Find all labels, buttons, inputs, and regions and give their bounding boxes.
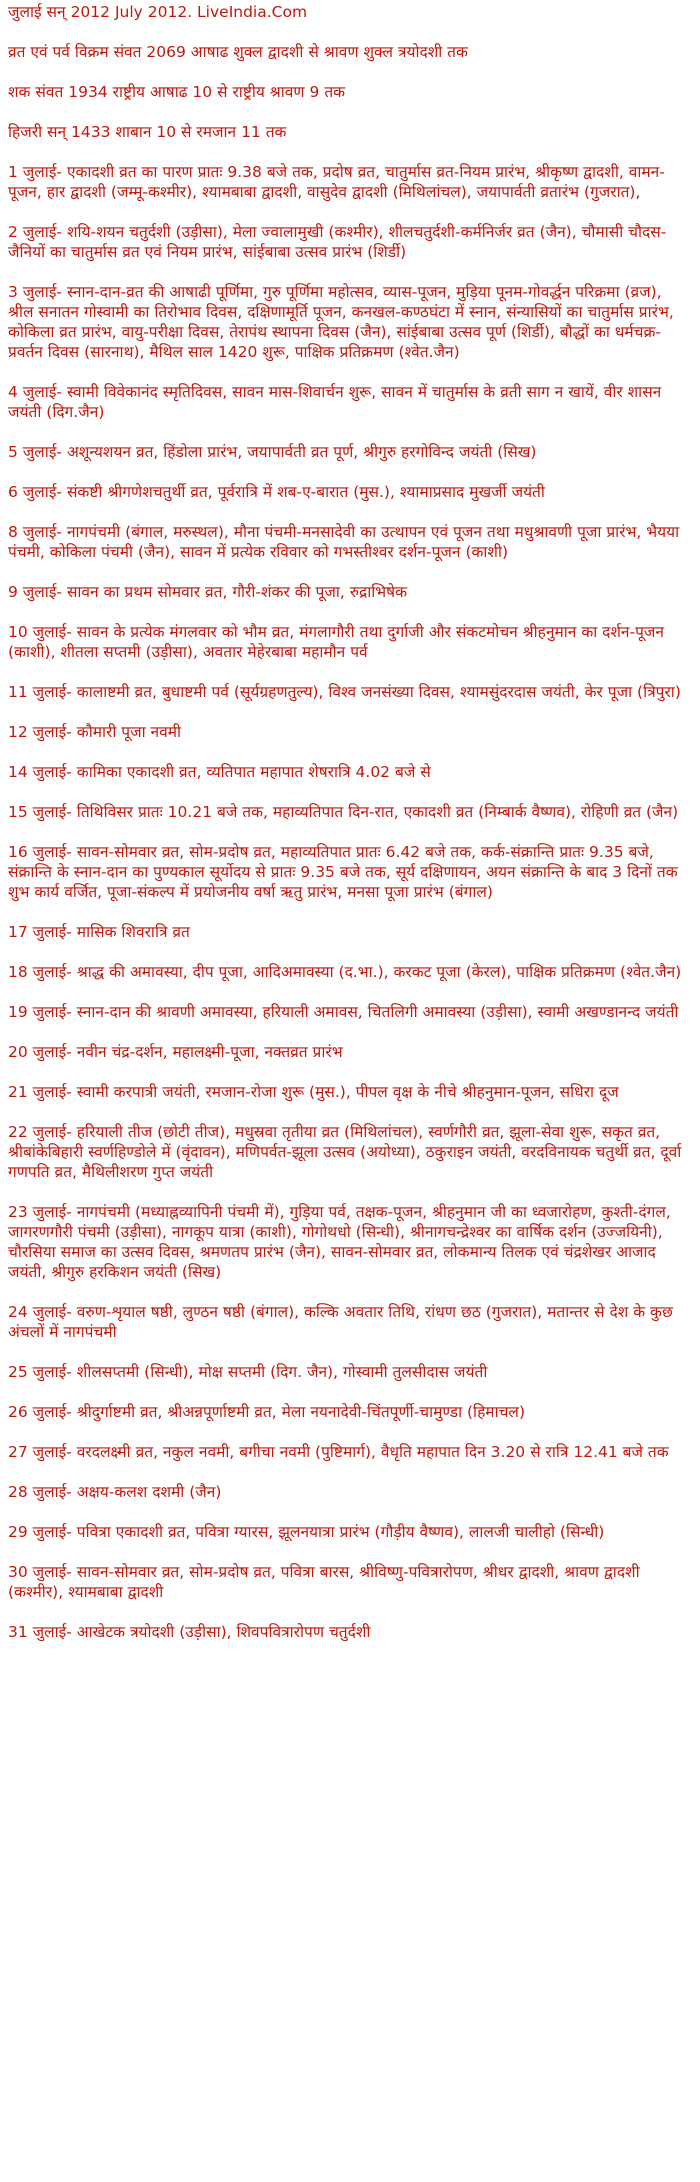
entry-july-17: 17 जुलाई- मासिक शिवरात्रि व्रत	[8, 923, 190, 941]
entry-july-2: 2 जुलाई- शयि-शयन चतुर्दशी (उड़ीसा), मेला ज्वालामुखी (कश्मीर), शीलचतुर्दशी-कर्मनिर्जर व्रत (जैन), चौमासी चौदस-जैनियों का चातुर्मास व्रत एवं नियम प्रारंभ, सांईबाबा उत्सव प्रारंभ (शिर्डी)	[8, 223, 667, 261]
entry-july-14: 14 जुलाई- कामिका एकादशी व्रत, व्यतिपात महापात शेषरात्रि 4.02 बजे से	[8, 763, 431, 781]
entry-july-31: 31 जुलाई- आखेटक त्रयोदशी (उड़ीसा), शिवपवित्रारोपण चतुर्दशी	[8, 1623, 371, 1641]
entry-july-11: 11 जुलाई- कालाष्टमी व्रत, बुधाष्टमी पर्व (सूर्यग्रहणतुल्य), विश्व जनसंख्या दिवस, श्यामसुंदरदास जयंती, केर पूजा (त्रिपुरा)	[8, 683, 681, 701]
entry-july-12: 12 जुलाई- कौमारी पूजा नवमी	[8, 723, 182, 741]
entry-july-28: 28 जुलाई- अक्षय-कलश दशमी (जैन)	[8, 1483, 222, 1501]
entry-july-10: 10 जुलाई- सावन के प्रत्येक मंगलवार को भौम व्रत, मंगलागौरी तथा दुर्गाजी और संकटमोचन श्रीहनुमान का दर्शन-पूजन (काशी), शीतला सप्तमी (उड़ीसा), अवतार मेहेरबाबा महामौन पर्व	[8, 623, 665, 661]
shaka-intro: शक संवत 1934 राष्ट्रीय आषाढ 10 से राष्ट्रीय श्रावण 9 तक	[8, 83, 346, 101]
entry-july-5: 5 जुलाई- अशून्यशयन व्रत, हिंडोला प्रारंभ, जयापार्वती व्रत पूर्ण, श्रीगुरु हरगोविन्द जयंती (सिख)	[8, 443, 537, 461]
entry-july-29: 29 जुलाई- पवित्रा एकादशी व्रत, पवित्रा ग्यारस, झूलनयात्रा प्रारंभ (गौड़ीय वैष्णव), लालजी चालीहो (सिन्धी)	[8, 1523, 605, 1541]
entry-july-9: 9 जुलाई- सावन का प्रथम सोमवार व्रत, गौरी-शंकर की पूजा, रुद्राभिषेक	[8, 583, 408, 601]
entry-july-16: 16 जुलाई- सावन-सोमवार व्रत, सोम-प्रदोष व्रत, महाव्यतिपात प्रातः 6.42 बजे तक, कर्क-संक्रान्ति प्रातः 9.35 बजे, संक्रान्ति के स्नान-दान का पुण्यकाल सूर्योदय से प्रातः 9.35 बजे तक, सूर्य दक्षिणायन, अयन संक्रान्ति के बाद 3 दिनों तक शुभ कार्य वर्जित, पूजा-संकल्प में प्रयोजनीय वर्षा ऋतु प्रारंभ, मनसा पूजा प्रारंभ (बंगाल)	[8, 843, 678, 901]
entry-july-26: 26 जुलाई- श्रीदुर्गाष्टमी व्रत, श्रीअन्नपूर्णाष्टमी व्रत, मेला नयनादेवी-चिंतपूर्णी-चामुण्डा (हिमाचल)	[8, 1403, 525, 1421]
entry-july-21: 21 जुलाई- स्वामी करपात्री जयंती, रमजान-रोजा शुरू (मुस.), पीपल वृक्ष के नीचे श्रीहनुमान-पूजन, सधिरा दूज	[8, 1083, 619, 1101]
entry-july-24: 24 जुलाई- वरुण-शृयाल षष्ठी, लुण्ठन षष्ठी (बंगाल), कल्कि अवतार तिथि, रांधण छठ (गुजरात), मतान्तर से देश के कुछ अंचलों में नागपंचमी	[8, 1303, 673, 1341]
entry-july-6: 6 जुलाई- संकष्टी श्रीगणेशचतुर्थी व्रत, पूर्वरात्रि में शब-ए-बारात (मुस.), श्यामाप्रसाद मुखर्जी जयंती	[8, 483, 545, 501]
entry-july-22: 22 जुलाई- हरियाली तीज (छोटी तीज), मधुस्रवा तृतीया व्रत (मिथिलांचल), स्वर्णगौरी व्रत, झूला-सेवा शुरू, सकृत व्रत, श्रीबांकेबिहारी स्वर्णहिण्डोले में (वृंदावन), मणिपर्वत-झूला उत्सव (अयोध्या), ठकुराइन जयंती, वरदविनायक चतुर्थी व्रत, दूर्वा गणपति व्रत, मैथिलीशरण गुप्त जयंती	[8, 1123, 682, 1181]
entry-july-18: 18 जुलाई- श्राद्ध की अमावस्या, दीप पूजा, आदिअमावस्या (द.भा.), करकट पूजा (केरल), पाक्षिक प्रतिक्रमण (श्वेत.जैन)	[8, 963, 682, 981]
entry-july-19: 19 जुलाई- स्नान-दान की श्रावणी अमावस्या, हरियाली अमावस, चितलिगी अमावस्या (उड़ीसा), स्वामी अखण्डानन्द जयंती	[8, 1003, 679, 1021]
entry-july-8: 8 जुलाई- नागपंचमी (बंगाल, मरुस्थल), मौना पंचमी-मनसादेवी का उत्थापन एवं पूजन तथा मधुश्रावणी पूजा प्रारंभ, भैयया पंचमी, कोकिला पंचमी (जैन), सावन में प्रत्येक रविवार को गभस्तीश्वर दर्शन-पूजन (काशी)	[8, 523, 680, 561]
entry-july-25: 25 जुलाई- शीलसप्तमी (सिन्धी), मोक्ष सप्तमी (दिग. जैन), गोस्वामी तुलसीदास जयंती	[8, 1363, 488, 1381]
entry-july-4: 4 जुलाई- स्वामी विवेकानंद स्मृतिदिवस, सावन मास-शिवार्चन शुरू, सावन में चातुर्मास के व्रती साग न खायें, वीर शासन जयंती (दिग.जैन)	[8, 383, 662, 421]
entry-july-30: 30 जुलाई- सावन-सोमवार व्रत, सोम-प्रदोष व्रत, पवित्रा बारस, श्रीविष्णु-पवित्रारोपण, श्रीधर द्वादशी, श्रावण द्वादशी (कश्मीर), श्यामबाबा द्वादशी	[8, 1563, 640, 1601]
page-title: जुलाई सन्‌ 2012 July 2012. LiveIndia.Com	[8, 3, 308, 21]
entry-july-3: 3 जुलाई- स्नान-दान-व्रत की आषाढी पूर्णिमा, गुरु पूर्णिमा महोत्सव, व्यास-पूजन, मुड़िया पूनम-गोवर्द्धन परिक्रमा (व्रज), श्रील सनातन गोस्वामी का तिरोभाव दिवस, दक्षिणामूर्ति पूजन, कनखल-कण्ठघंटा में स्नान, संन्यासियों का चातुर्मास प्रारंभ, कोकिला व्रत प्रारंभ, वायु-परीक्षा दिवस, तेरापंथ स्थापना दिवस (जैन), सांईबाबा उत्सव पूर्ण (शिर्डी), बौद्धों का धर्मचक्र-प्रवर्तन दिवस (सारनाथ), मैथिल साल 1420 शुरू, पाक्षिक प्रतिक्रमण (श्वेत.जैन)	[8, 283, 674, 361]
entry-july-27: 27 जुलाई- वरदलक्ष्मी व्रत, नकुल नवमी, बगीचा नवमी (पुष्टिमार्ग), वैधृति महापात दिन 3.20 से रात्रि 12.41 बजे तक	[8, 1443, 669, 1461]
entry-july-20: 20 जुलाई- नवीन चंद्र-दर्शन, महालक्ष्मी-पूजा, नक्तव्रत प्रारंभ	[8, 1043, 343, 1061]
samvat-intro: व्रत एवं पर्व विक्रम संवत 2069 आषाढ शुक्ल द्वादशी से श्रावण शुक्ल त्रयोदशी तक	[8, 43, 468, 61]
entry-july-1: 1 जुलाई- एकादशी व्रत का पारण प्रातः 9.38 बजे तक, प्रदोष व्रत, चातुर्मास व्रत-नियम प्रारंभ, श्रीकृष्ण द्वादशी, वामन-पूजन, हार द्वादशी (जम्मू-कश्मीर), श्यामबाबा द्वादशी, वासुदेव द्वादशी (मिथिलांचल), जयापार्वती व्रतारंभ (गुजरात),	[8, 163, 665, 201]
entry-july-23: 23 जुलाई- नागपंचमी (मध्याह्नव्यापिनी पंचमी में), गुड़िया पर्व, तक्षक-पूजन, श्रीहनुमान जी का ध्वजारोहण, कुश्ती-दंगल, जागरणगौरी पंचमी (उड़ीसा), नागकूप यात्रा (काशी), गोगोथधो (सिन्धी), श्रीनागचन्द्रेश्वर का वार्षिक दर्शन (उज्जयिनी), चौरसिया समाज का उत्सव दिवस, श्रमणतप प्रारंभ (जैन), सावन-सोमवार व्रत, लोकमान्य तिलक एवं चंद्रशेखर आजाद जयंती, श्रीगुरु हरकिशन जयंती (सिख)	[8, 1203, 671, 1281]
hijri-intro: हिजरी सन्‌ 1433 शाबान 10 से रमजान 11 तक	[8, 123, 287, 141]
entry-july-15: 15 जुलाई- तिथिविसर प्रातः 10.21 बजे तक, महाव्यतिपात दिन-रात, एकादशी व्रत (निम्बार्क वैष्णव), रोहिणी व्रत (जैन)	[8, 803, 679, 821]
